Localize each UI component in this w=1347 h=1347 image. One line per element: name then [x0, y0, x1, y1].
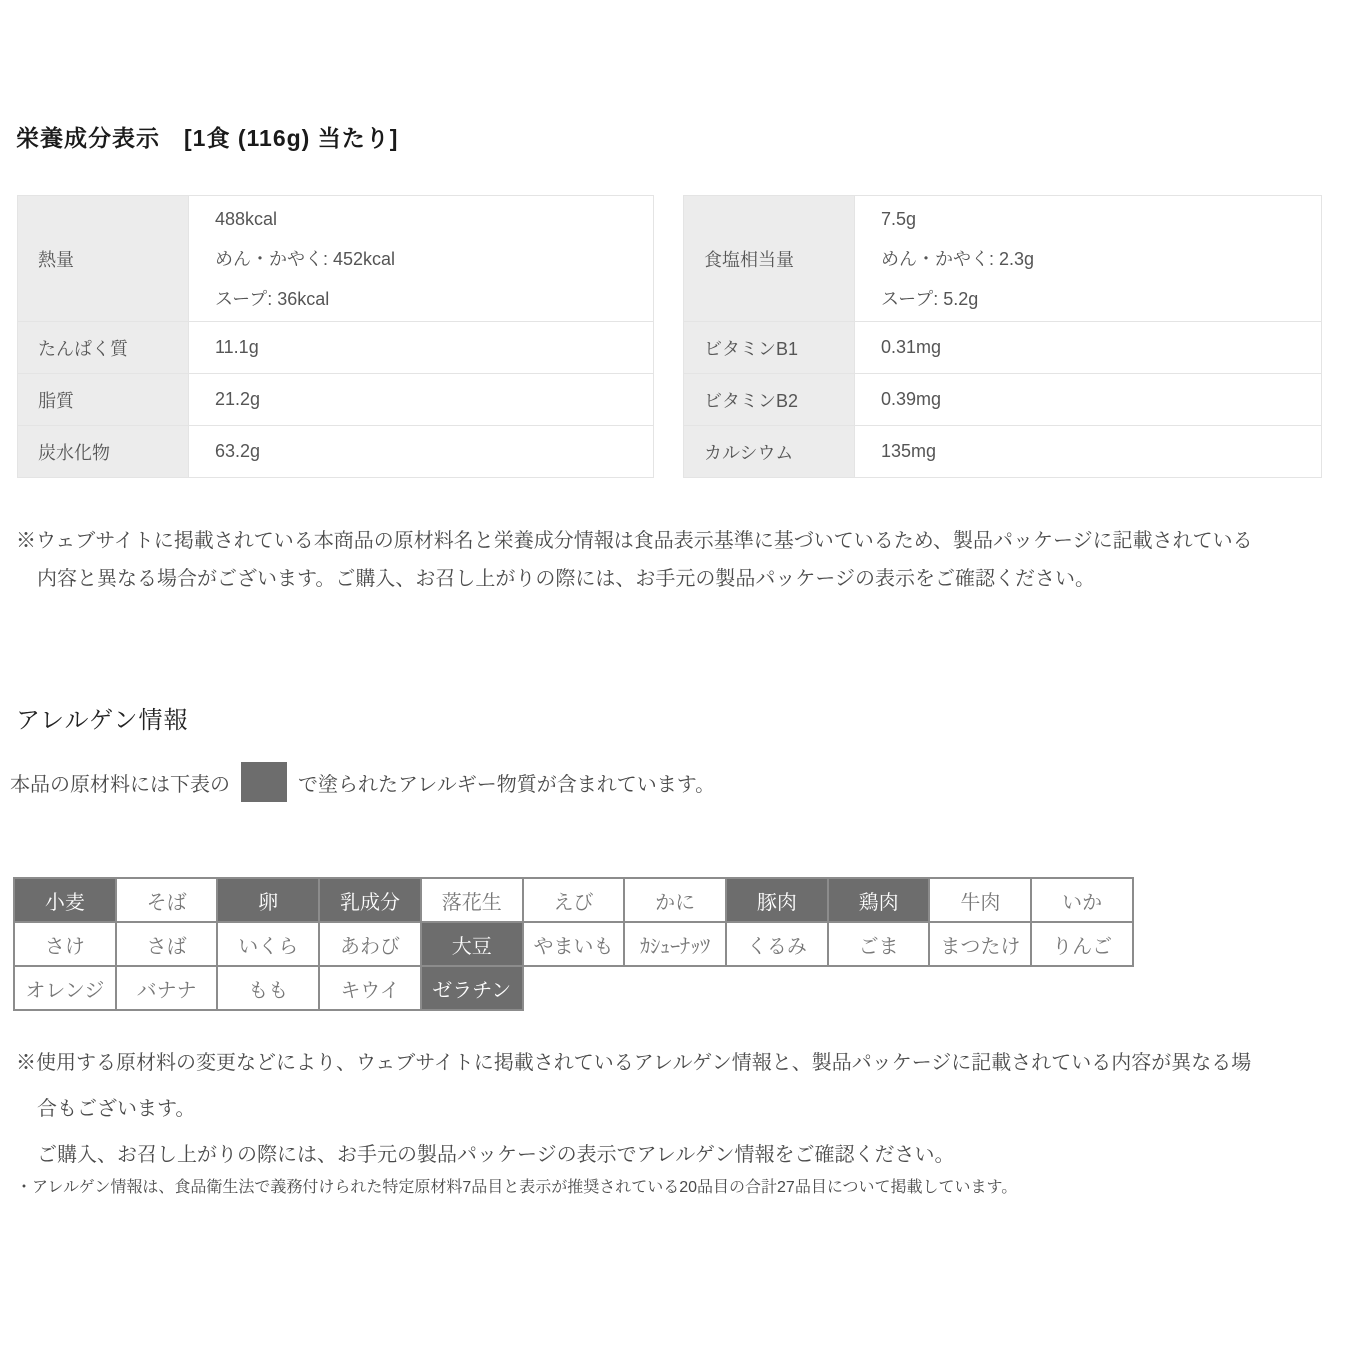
- allergen-cell: そば: [116, 878, 218, 922]
- nutrition-row-label: 炭水化物: [18, 426, 189, 478]
- allergen-cell: 落花生: [421, 878, 523, 922]
- allergen-cell: 鶏肉: [828, 878, 930, 922]
- nutrition-row-value: 135mg: [855, 426, 1322, 478]
- allergen-intro-before: 本品の原材料には下表の: [10, 773, 230, 796]
- allergen-cell: 乳成分: [319, 878, 421, 922]
- nutrition-row-label: ビタミンB2: [684, 374, 855, 426]
- nutrition-row-value: [855, 196, 1322, 322]
- allergen-cell: やまいも: [523, 922, 625, 966]
- allergen-cell: いくら: [217, 922, 319, 966]
- nutrition-row-value: 11.1g: [189, 322, 654, 374]
- nutrition-table-right: [683, 195, 1322, 478]
- allergen-cell: 卵: [217, 878, 319, 922]
- allergen-table: [13, 877, 1134, 1011]
- nutrition-row-label: カルシウム: [684, 426, 855, 478]
- allergen-cell: まつたけ: [929, 922, 1031, 966]
- allergen-cell: キウイ: [319, 966, 421, 1010]
- table-row: [684, 322, 1322, 374]
- table-row: [684, 374, 1322, 426]
- disclaimer-line: ※使用する原材料の変更などにより、ウェブサイトに掲載されているアレルゲン情報と、製品パッケージに記載されている内容が異なる場: [16, 1052, 1252, 1074]
- disclaimer-line: 合もございます。: [37, 1098, 196, 1120]
- page-title: 栄養成分表示 [1食 (116g) 当たり]: [16, 125, 399, 151]
- allergen-cell: 小麦: [14, 878, 116, 922]
- value-line: めん・かやく: 452kcal: [215, 248, 396, 269]
- allergen-row-spacer: [523, 966, 1133, 1010]
- allergen-cell: えび: [523, 878, 625, 922]
- nutrition-row-label: 食塩相当量: [684, 196, 855, 322]
- allergen-cell: ごま: [828, 922, 930, 966]
- nutrition-row-label: たんぱく質: [18, 322, 189, 374]
- allergen-disclaimer: [16, 1040, 1336, 1178]
- allergen-row: [14, 922, 1133, 966]
- highlight-swatch: [241, 762, 287, 802]
- disclaimer-line: ご購入、お召し上がりの際には、お手元の製品パッケージの表示でアレルゲン情報をご確認ください。: [37, 1144, 955, 1166]
- table-row: [18, 322, 654, 374]
- allergen-cell: かに: [624, 878, 726, 922]
- allergen-cell: さば: [116, 922, 218, 966]
- allergen-section-title: アレルゲン情報: [16, 707, 189, 734]
- table-row: [18, 374, 654, 426]
- table-row: [18, 196, 654, 322]
- allergen-cell: バナナ: [116, 966, 218, 1010]
- value-line: めん・かやく: 2.3g: [881, 248, 1035, 269]
- allergen-cell: いか: [1031, 878, 1133, 922]
- allergen-row: [14, 878, 1133, 922]
- allergen-row: [14, 966, 1133, 1010]
- allergen-cell: ゼラチン: [421, 966, 523, 1010]
- nutrition-row-value: 0.31mg: [855, 322, 1322, 374]
- allergen-count-note: ・アレルゲン情報は、食品衛生法で義務付けられた特定原材料7品目と表示が推奨されている20品目の合計27品目について掲載しています。: [16, 1179, 1018, 1196]
- allergen-intro: [10, 762, 715, 802]
- nutrition-row-value: 63.2g: [189, 426, 654, 478]
- allergen-cell: 豚肉: [726, 878, 828, 922]
- nutrition-row-value: 0.39mg: [855, 374, 1322, 426]
- nutrition-disclaimer: [16, 522, 1336, 598]
- allergen-cell: りんご: [1031, 922, 1133, 966]
- allergen-cell: さけ: [14, 922, 116, 966]
- nutrition-row-label: 脂質: [18, 374, 189, 426]
- table-row: [684, 426, 1322, 478]
- allergen-cell: あわび: [319, 922, 421, 966]
- allergen-intro-after: で塗られたアレルギー物質が含まれています。: [298, 773, 716, 796]
- value-line: スープ: 5.2g: [881, 288, 979, 309]
- allergen-cell: 大豆: [421, 922, 523, 966]
- allergen-cell: もも: [217, 966, 319, 1010]
- table-row: [684, 196, 1322, 322]
- allergen-cell: オレンジ: [14, 966, 116, 1010]
- table-row: [18, 426, 654, 478]
- nutrition-row-value: 21.2g: [189, 374, 654, 426]
- nutrition-table-left: [17, 195, 654, 478]
- nutrition-row-label: ビタミンB1: [684, 322, 855, 374]
- disclaimer-line: ※ウェブサイトに掲載されている本商品の原材料名と栄養成分情報は食品表示基準に基づいているため、製品パッケージに記載されている: [16, 530, 1253, 552]
- disclaimer-line: 内容と異なる場合がございます。ご購入、お召し上がりの際には、お手元の製品パッケージの表示をご確認ください。: [37, 568, 1095, 590]
- nutrition-row-value: [189, 196, 654, 322]
- allergen-cell: 牛肉: [929, 878, 1031, 922]
- allergen-cell: くるみ: [726, 922, 828, 966]
- value-line: 488kcal: [215, 208, 278, 229]
- nutrition-row-label: 熱量: [18, 196, 189, 322]
- value-line: 7.5g: [881, 208, 917, 229]
- value-line: スープ: 36kcal: [215, 288, 330, 309]
- allergen-cell: ｶｼｭｰﾅｯﾂ: [624, 922, 726, 966]
